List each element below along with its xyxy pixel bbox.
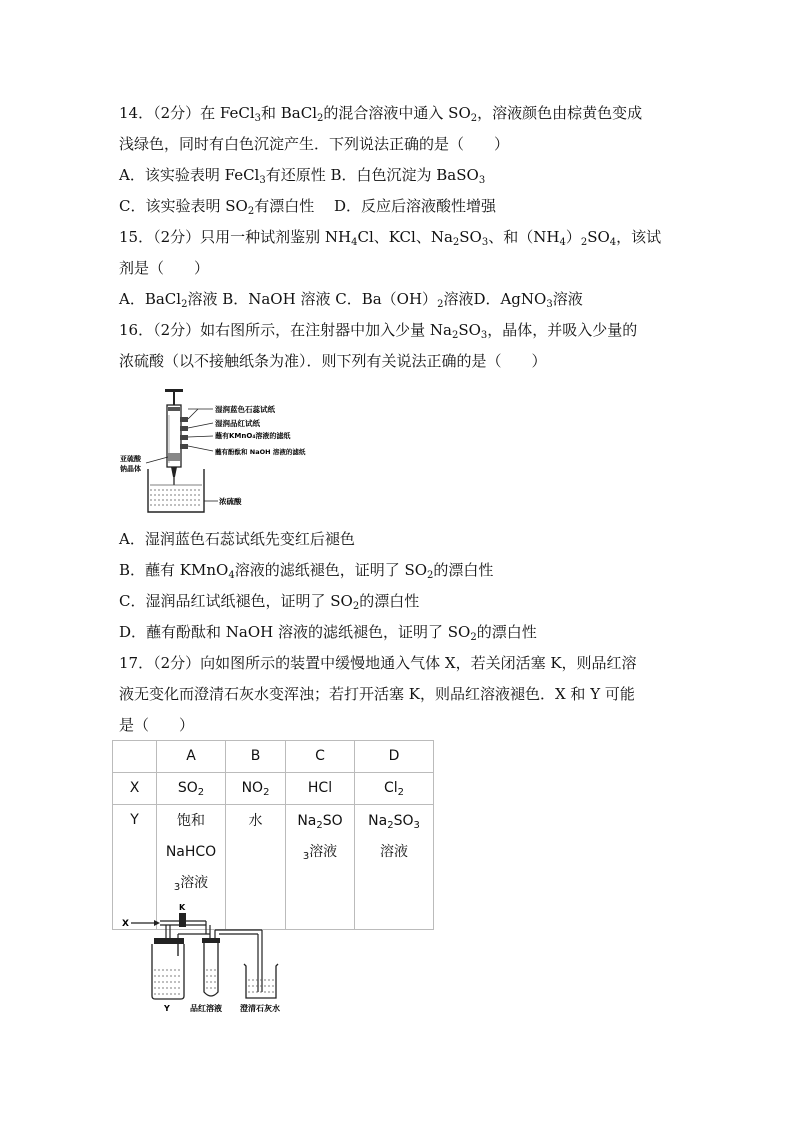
table-cell: $Na_2SO$ $_3$溶液 <box>286 805 355 930</box>
q14-options-ab: A．该实验表明 FeCl$_3$有还原性 B．白色沉淀为 BaSO$_3$ <box>119 166 486 186</box>
q16-option-b: B．蘸有 KMnO$_4$溶液的滤纸褪色，证明了 $SO_2$的漂白性 <box>119 561 494 581</box>
q16-option-a: A．湿润蓝色石蕊试纸先变红后褪色 <box>119 530 355 548</box>
bottle-stopper <box>154 938 184 944</box>
q15-stem-line2: 剂是（ ） <box>119 259 210 277</box>
plunger-cap <box>165 389 183 392</box>
table-row-x <box>113 773 434 805</box>
q16-stem-line2: 浓硫酸（以不接触纸条为准）．则下列有关说法正确的是（ ） <box>119 352 547 370</box>
fig16-label-3: 蘸有KMnO₄溶液的滤纸 <box>215 432 291 440</box>
q17-stem-line2: 液无变化而澄清石灰水变浑浊；若打开活塞 K，则品红溶液褪色．X 和 Y 可能 <box>119 685 635 703</box>
fig16-label-2: 湿润品红试纸 <box>215 419 260 428</box>
q15-stem-line1: 15．（2分）只用一种试剂鉴别 $NH_4Cl$、KCl、$Na_2SO_3$、和$(NH_4)_2SO_4$，该试 <box>119 228 662 248</box>
beaker-limewater <box>244 964 278 998</box>
table-header-cell: D <box>355 741 434 773</box>
q16-option-c: C．湿润品红试纸褪色，证明了 $SO_2$的漂白性 <box>119 592 420 612</box>
table-cell: X <box>113 773 157 805</box>
q17-stem-line1: 17．（2分）向如图所示的装置中缓慢地通入气体 X，若关闭活塞 K，则品红溶 <box>119 654 637 672</box>
fig16-label-5a: 亚硫酸 <box>120 455 141 463</box>
table-header-cell: B <box>226 741 286 773</box>
strip-naoh <box>180 444 188 449</box>
bottle-y <box>152 944 184 999</box>
table-cell: $Cl_2$ <box>355 773 434 805</box>
table-header-cell: C <box>286 741 355 773</box>
fig17-label-x: X <box>122 919 129 929</box>
table-header-row <box>113 741 434 773</box>
q14-stem-line1: 14．（2分）在 FeCl$_3$和 BaCl$_2$的混合溶液中通入 $SO_2$，溶液颜色由棕黄色变成 <box>119 104 643 124</box>
fig17-label-pink: 品红溶液 <box>190 1004 222 1013</box>
strip-kmno4 <box>180 435 188 440</box>
q17-stem-line3: 是（ ） <box>119 716 195 734</box>
table-cell: Y <box>113 805 157 930</box>
table-cell: $Na_2SO_3$ 溶液 <box>355 805 434 930</box>
q16-option-d: D．蘸有酚酞和 NaOH 溶液的滤纸褪色，证明了 $SO_2$的漂白性 <box>119 623 537 643</box>
sulfite-crystals <box>168 453 180 461</box>
fig17-label-k: K <box>179 903 186 912</box>
fig16-label-6: 浓硫酸 <box>219 497 242 506</box>
q16-stem-line1: 16．（2分）如右图所示，在注射器中加入少量 $Na_2SO_3$，晶体，并吸入少量的 <box>119 321 638 341</box>
q16-syringe-figure <box>118 385 343 520</box>
fig16-label-4: 蘸有酚酞和 NaOH 溶液的滤纸 <box>215 448 306 456</box>
fig16-label-5b: 钠晶体 <box>120 465 141 473</box>
q14-stem-line2: 浅绿色，同时有白色沉淀产生．下列说法正确的是（ ） <box>119 135 510 153</box>
table-cell: 饱和 NaHCO $_3$溶液 <box>157 805 226 930</box>
q15-options: A．BaCl$_2$溶液 B．NaOH 溶液 C．$Ba(OH)_2$溶液D．AgNO$_3$溶液 <box>119 290 583 310</box>
fig16-label-1: 湿润蓝色石蕊试纸 <box>215 405 275 414</box>
q17-apparatus-figure <box>118 900 308 1015</box>
table-cell: $NO_2$ <box>226 773 286 805</box>
valve-k <box>179 913 186 927</box>
q14-options-cd: C．该实验表明 $SO_2$有漂白性 D．反应后溶液酸性增强 <box>119 197 496 217</box>
strip-blue-litmus <box>180 417 188 422</box>
tube-stopper <box>202 938 220 943</box>
strip-pink <box>180 426 188 431</box>
table-cell: $SO_2$ <box>157 773 226 805</box>
fig17-label-limewater: 澄清石灰水 <box>240 1004 280 1013</box>
table-cell: 水 <box>226 805 286 930</box>
table-header-cell: A <box>157 741 226 773</box>
plunger-seal <box>168 407 180 411</box>
table-cell: HCl <box>286 773 355 805</box>
fig17-label-y: Y <box>164 1004 170 1013</box>
table-header-cell <box>113 741 157 773</box>
